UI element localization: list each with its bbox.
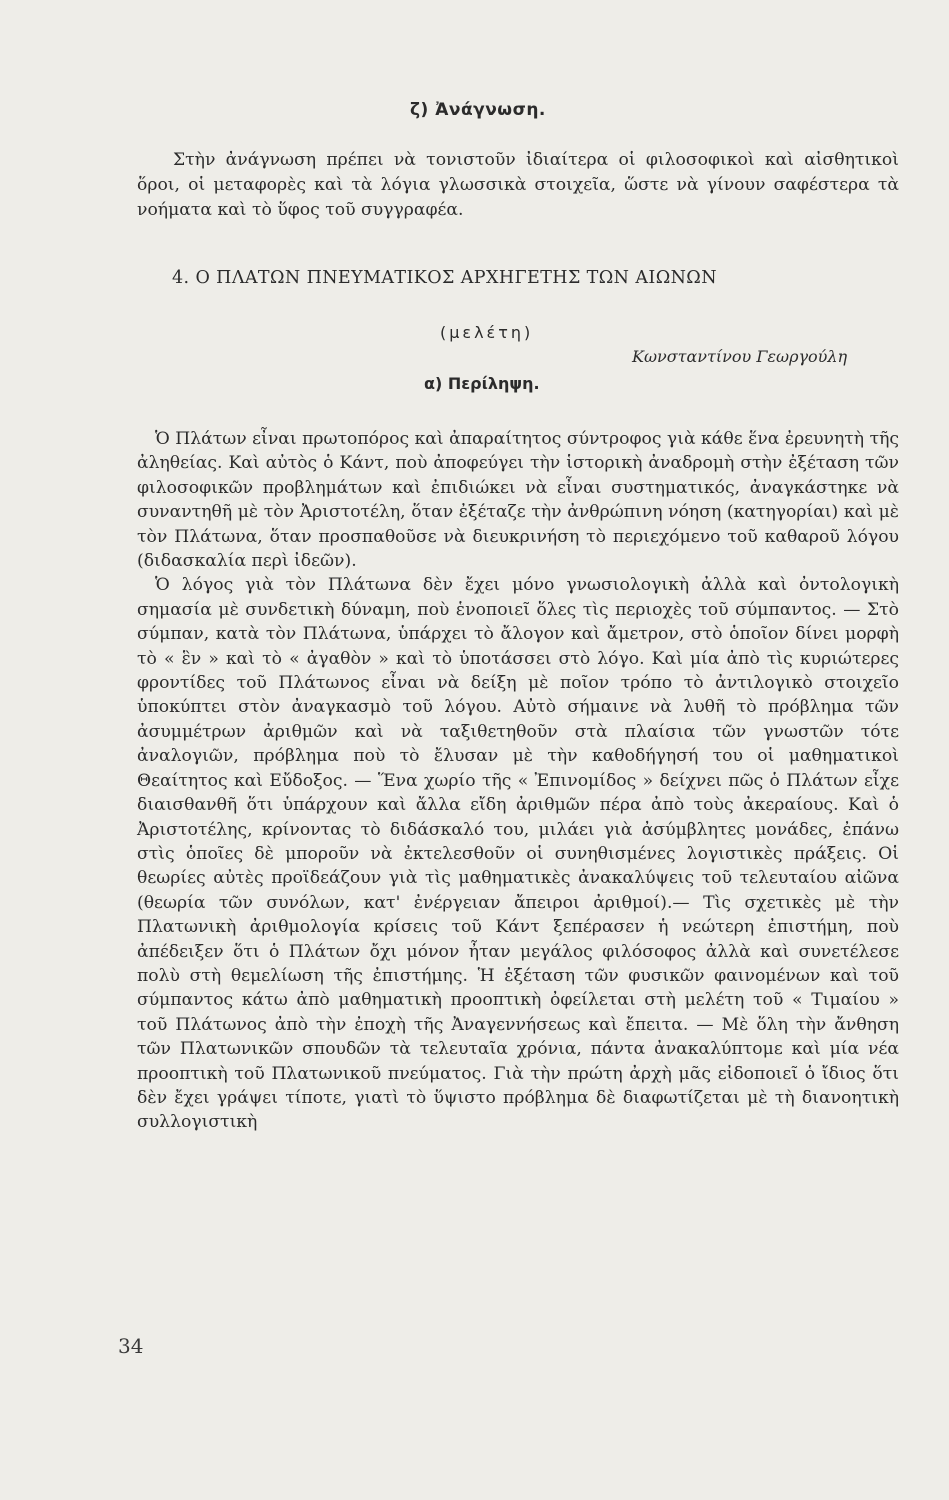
chapter-title: 4. Ο ΠΛΑΤΩΝ ΠΝΕΥΜΑΤΙΚΟΣ ΑΡΧΗΓΕΤΗΣ ΤΩΝ ΑΙΩΝΩΝ (172, 268, 717, 288)
author-name: Κωνσταντίνου Γεωργούλη (632, 347, 848, 366)
chapter-subtitle: (μελέτη) (440, 323, 534, 342)
summary-body (137, 427, 899, 1135)
page-number: 34 (118, 1334, 144, 1358)
body-paragraph: Ὁ λόγος γιὰ τὸν Πλάτωνα δὲν ἔχει μόνο γνωσιολογικὴ ἀλλὰ καὶ ὀντολογικὴ σημασία μὲ συνδετικὴ δύναμη, ποὺ ἑνοποιεῖ ὅλες τὶς περιοχὲς τοῦ σύμπαντος. — Στὸ σύμπαν, κατὰ τὸν Πλάτωνα, ὑπάρχει τὸ ἄλογον καὶ ἄμετρον, στὸ ὁποῖον δίνει μορφὴ τὸ « ἓν » καὶ τὸ « ἀγαθὸν » καὶ τὸ ὑποτάσσει στὸ λόγο. Καὶ μία ἀπὸ τὶς κυριώτερες φροντίδες τοῦ Πλάτωνος εἶναι νὰ δείξη μὲ ποῖον τρόπο τὸ ἀντιλογικὸ στοιχεῖο ὑποκύπτει στὸν ἀναγκασμὸ τοῦ λόγου. Αὐτὸ σήμαινε νὰ λυθῆ τὸ πρόβλημα τῶν ἀσυμμέτρων ἀριθμῶν καὶ νὰ ταξιθετηθοῦν στὰ πλαίσια τῶν γνωστῶν τότε ἀναλογιῶν, πρόβλημα ποὺ τὸ ἔλυσαν μὲ τὴν καθοδήγησή του οἱ μαθηματικοὶ Θεαίτητος καὶ Εὔδοξος. — Ἕνα χωρίο τῆς « Ἐπινομίδος » δείχνει πῶς ὁ Πλάτων εἶχε διαισθανθῆ ὅτι ὑπάρχουν καὶ ἄλλα εἴδη ἀριθμῶν πέρα ἀπὸ τοὺς ἀκεραίους. Καὶ ὁ Ἀριστοτέλης, κρίνοντας τὸ διδάσκαλό του, μιλάει γιὰ ἀσύμβλητες μονάδες, ἐπάνω στὶς ὁποῖες δὲ μποροῦν νὰ ἐκτελεσθοῦν οἱ συνηθισμένες λογιστικὲς πράξεις. Οἱ θεωρίες αὐτὲς προϊδεάζουν γιὰ τὶς μαθηματικὲς ἀνακαλύψεις τοῦ τελευταίου αἰῶνα (θεωρία τῶν συνόλων, κατ' ἐνέργειαν ἄπειροι ἀριθμοί).— Τὶς σχετικὲς μὲ τὴν Πλατωνικὴ ἀριθμολογία κρίσεις τοῦ Κάντ ξεπέρασεν ἡ νεώτερη ἐπιστήμη, ποὺ ἀπέδειξεν ὅτι ὁ Πλάτων ὄχι μόνον ἦταν μεγάλος φιλόσοφος ἀλλὰ καὶ συνετέλεσε πολὺ στὴ θεμελίωση τῆς ἐπιστήμης. Ἡ ἐξέταση τῶν φυσικῶν φαινομένων καὶ τοῦ σύμπαντος κάτω ἀπὸ μαθηματικὴ προοπτικὴ ὀφείλεται στὴ μελέτη τοῦ « Τιμαίου » τοῦ Πλάτωνος ἀπὸ τὴν ἐποχὴ τῆς Ἀναγεννήσεως καὶ ἔπειτα. — Μὲ ὅλη τὴν ἄνθηση τῶν Πλατωνικῶν σπουδῶν τὰ τελευταῖα χρόνια, πάντα ἀνακαλύπτομε καὶ μία νέα προοπτικὴ τοῦ Πλατωνικοῦ πνεύματος. Γιὰ τὴν πρώτη ἀρχὴ μᾶς εἰδοποιεῖ ὁ ἴδιος ὅτι δὲν ἔχει γράψει τίποτε, γιατὶ τὸ ὕψιστο πρόβλημα δὲ διαφωτίζεται μὲ τὴ διανοητικὴ συλλογιστικὴ (137, 575, 899, 1133)
section-heading-reading: ζ) Ἀνάγνωση. (410, 100, 546, 120)
section-heading-summary: α) Περίληψη. (424, 374, 540, 393)
reading-paragraph: Στὴν ἀνάγνωση πρέπει νὰ τονιστοῦν ἰδιαίτερα οἱ φιλοσοφικοὶ καὶ αἰσθητικοὶ ὅροι, οἱ μεταφορὲς καὶ τὰ λόγια γλωσσικὰ στοιχεῖα, ὥστε νὰ γίνουν σαφέστερα τὰ νοήματα καὶ τὸ ὕφος τοῦ συγγραφέα. (137, 150, 899, 220)
body-paragraph: Ὁ Πλάτων εἶναι πρωτοπόρος καὶ ἀπαραίτητος σύντροφος γιὰ κάθε ἕνα ἐρευνητὴ τῆς ἀληθείας. Καὶ αὐτὸς ὁ Κάντ, ποὺ ἀποφεύγει τὴν ἱστορικὴ ἀναδρομὴ στὴν ἐξέταση τῶν φιλοσοφικῶν προβλημάτων καὶ ἐπιδιώκει νὰ εἶναι συστηματικός, ἀναγκάστηκε νὰ συναντηθῆ μὲ τὸν Ἀριστοτέλη, ὅταν ἐξέταζε τὴν ἀνθρώπινη νόηση (κατηγορίαι) καὶ μὲ τὸν Πλάτωνα, ὅταν προσπαθοῦσε νὰ διευκρινήση τὸ περιεχόμενο τοῦ καθαροῦ λόγου (διδασκαλία περὶ ἰδεῶν). (137, 429, 899, 572)
